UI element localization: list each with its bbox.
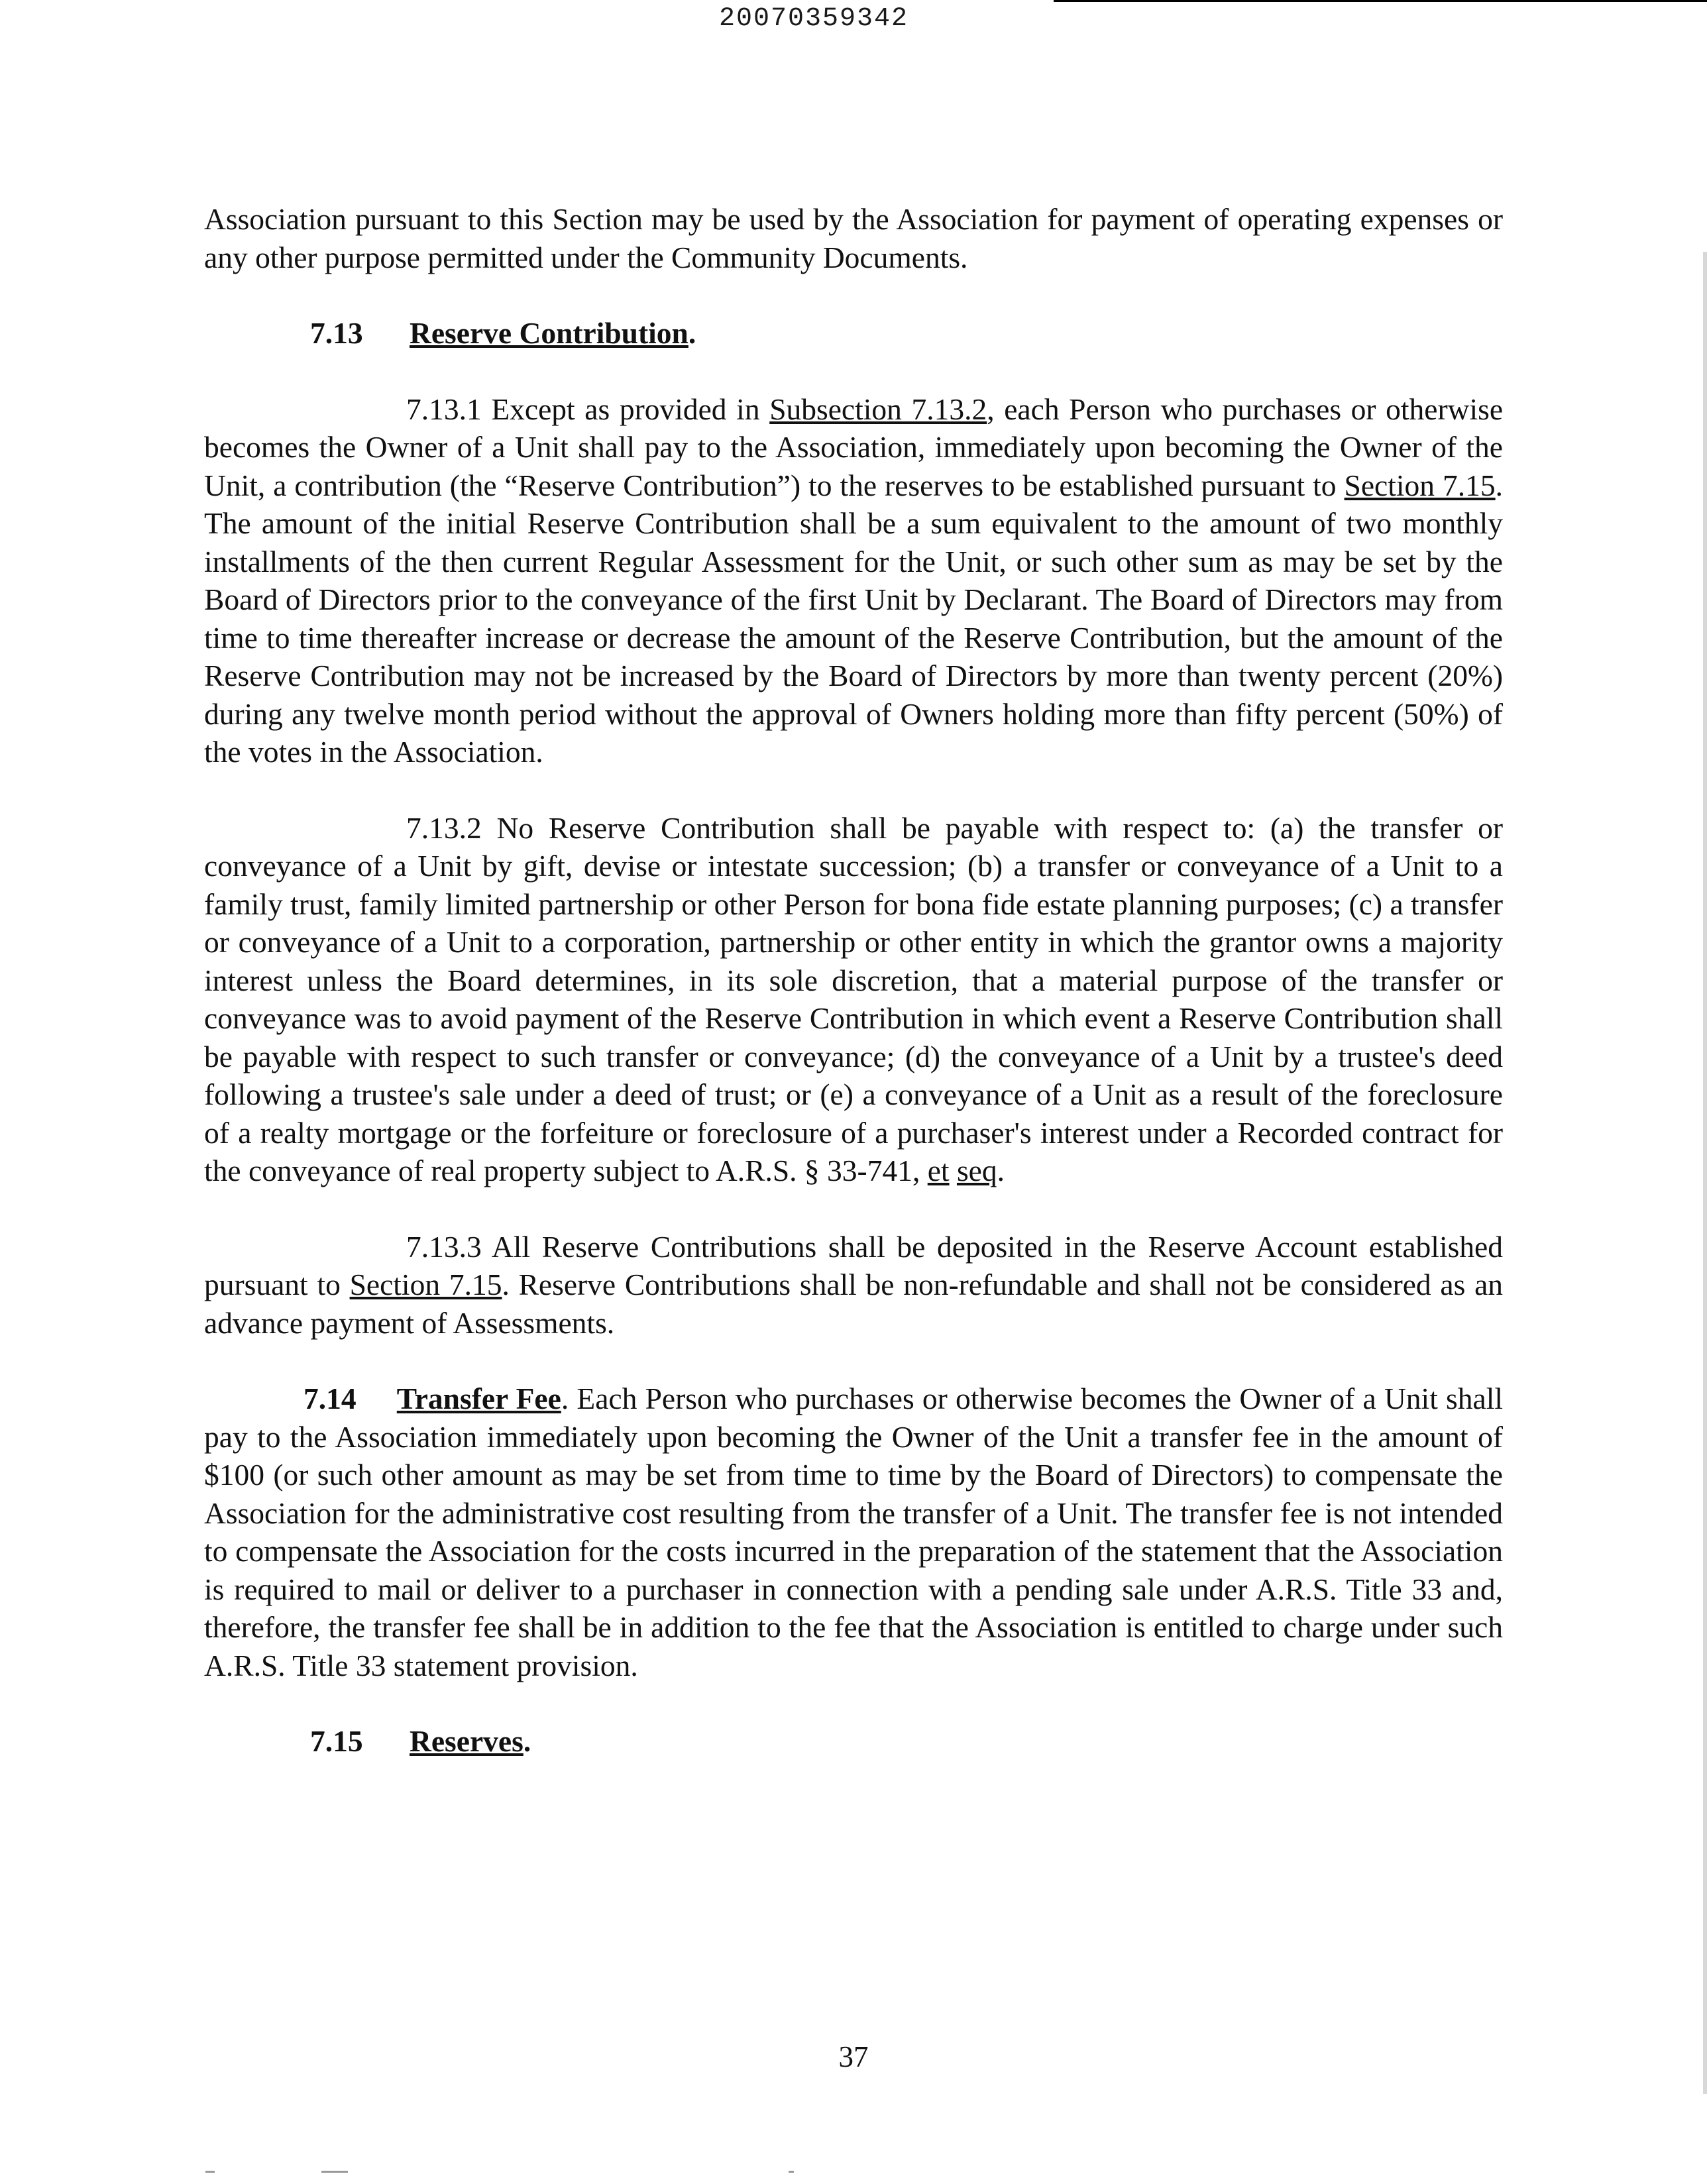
cross-reference: Subsection 7.13.2 <box>769 392 987 426</box>
paragraph-7-13-1: 7.13.1 Except as provided in Subsection 7.13.2, each Person who purchases or otherwise becomes the Owner of a Unit shall pay to the Association, immediately upon becoming the Owner of the Unit, a contribution (the “Reserve Contribution”) to the reserves to be established pursuant to Section 7.15. The amount of the initial Reserve Contribution shall be a sum equivalent to the amount of two monthly installments of the then current Regular Assessment for the Unit, or such other sum as may be set by the Board of Directors prior to the conveyance of the first Unit by Declarant. The Board of Directors may from time to time thereafter increase or decrease the amount of the Reserve Contribution, but the amount of the Reserve Contribution may not be increased by the Board of Directors by more than twenty percent (20%) during any twelve month period without the approval of Owners holding more than fifty percent (50%) of the votes in the Association. <box>204 392 1504 769</box>
scan-artifact <box>789 2171 794 2173</box>
latin-term: seq <box>956 1154 997 1187</box>
section-7-14-paragraph: 7.14 Transfer Fee. Each Person who purchases or otherwise becomes the Owner of a Unit shall pay to the Association immediately upon becoming the Owner of the Unit a transfer fee in the amount of $100 (or such other amount as may be set from time to time by the Board of Directors) to compensate the Association for the administrative cost resulting from the transfer of a Unit. The transfer fee is not intended to compensate the Association for the costs incurred in the preparation of the statement that the Association is required to mail or deliver to a purchaser in connection with a pending sale under A.R.S. Title 33 and, therefore, the transfer fee shall be in addition to the fee that the Association is entitled to charge under such A.R.S. Title 33 statement provision. <box>204 1382 1503 1682</box>
scan-artifact <box>321 2171 348 2173</box>
section-title: Transfer Fee <box>396 1382 561 1415</box>
page-body <box>204 200 1503 1761</box>
paragraph-7-13-2: 7.13.2 No Reserve Contribution shall be payable with respect to: (a) the transfer or conveyance of a Unit by gift, devise or intestate succession; (b) a transfer or conveyance of a Unit to a family trust, family limited partnership or other Person for bona fide estate planning purposes; (c) a transfer or conveyance of a Unit to a corporation, partnership or other entity in which the grantor owns a majority interest unless the Board determines, in its sole discretion, that a material purpose of the transfer or conveyance was to avoid payment of the Reserve Contribution in which event a Reserve Contribution shall be payable with respect to such transfer or conveyance; (d) the conveyance of a Unit by a trustee's deed following a trustee's sale under a deed of trust; or (e) a conveyance of a Unit as a result of the foreclosure of a realty mortgage or the forfeiture or foreclosure of a purchaser's interest under a Recorded contract for the conveyance of real property subject to A.R.S. § 33-741, et seq. <box>204 810 1504 1187</box>
cross-reference: Section 7.15 <box>349 1268 502 1301</box>
paragraph-7-13-3: 7.13.3 All Reserve Contributions shall be deposited in the Reserve Account established pursuant to Section 7.15. Reserve Contributions shall be non-refundable and shall not be considered as an advance payment of Assessments. <box>204 1229 1504 1340</box>
scan-edge-line <box>1703 252 1707 2094</box>
document-number: 20070359342 <box>719 4 909 34</box>
paragraph-number: 7.13.3 <box>406 1229 482 1264</box>
paragraph-number: 7.13.2 <box>406 810 482 845</box>
section-number: 7.13 <box>310 316 363 350</box>
section-number: 7.14 <box>303 1382 357 1415</box>
section-title: Reserve Contribution <box>410 316 688 350</box>
section-7-15-heading: 7.15 Reserves. <box>204 1722 1503 1761</box>
cross-reference: Section 7.15 <box>1344 468 1496 502</box>
header-rule <box>1054 0 1707 2</box>
paragraph-number: 7.13.1 <box>406 392 482 426</box>
scan-artifact <box>205 2171 215 2173</box>
section-title: Reserves <box>410 1724 523 1758</box>
section-number: 7.15 <box>310 1724 363 1758</box>
latin-term: et <box>927 1154 950 1187</box>
page-number: 37 <box>838 2040 869 2073</box>
section-7-13-heading: 7.13 Reserve Contribution. <box>204 314 1503 353</box>
intro-paragraph: Association pursuant to this Section may be used by the Association for payment of operating expenses or any other purpose permitted under the Community Documents. <box>204 202 1503 274</box>
